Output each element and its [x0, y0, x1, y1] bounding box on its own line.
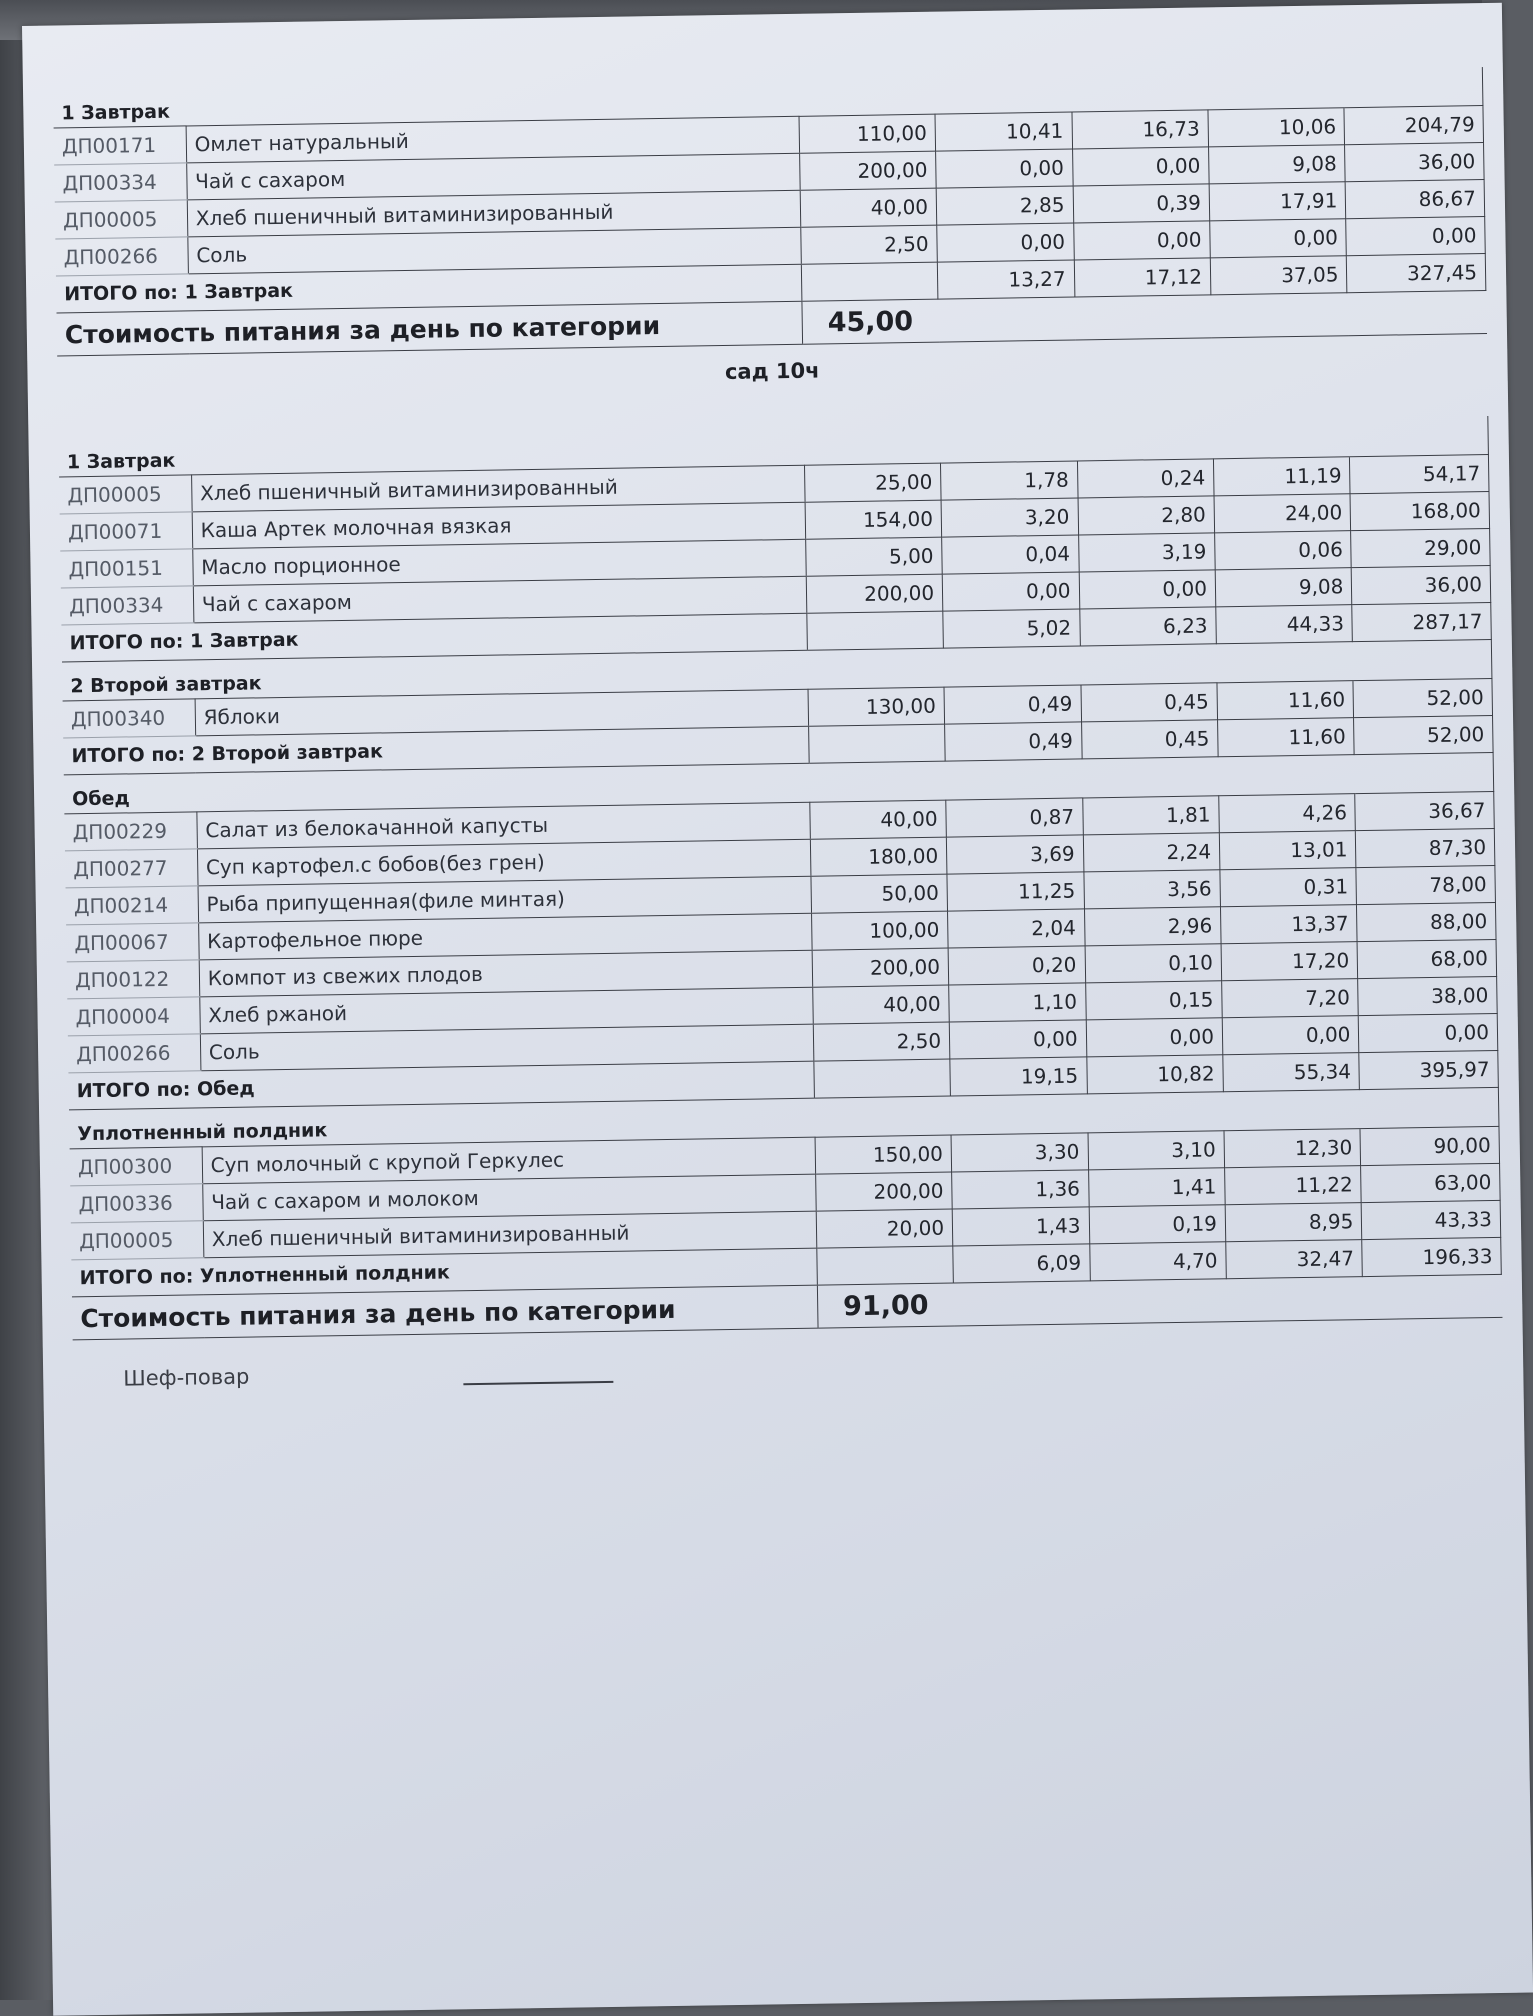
item-mass: 2,50	[813, 1022, 950, 1061]
daily-cost-value: 45,00	[802, 299, 939, 344]
total-prefix: ИТОГО по:	[64, 281, 185, 306]
meal-name: 2 Второй завтрак	[62, 642, 1353, 701]
item-protein: 3,30	[951, 1133, 1088, 1172]
item-protein: 3,20	[941, 498, 1078, 537]
total-protein: 6,09	[953, 1244, 1090, 1283]
item-name: Соль	[188, 227, 801, 274]
total-protein: 13,27	[937, 260, 1074, 299]
item-mass: 100,00	[811, 911, 948, 950]
item-mass: 154,00	[805, 500, 942, 539]
item-carbs: 0,00	[1222, 1016, 1359, 1055]
item-fat: 0,10	[1085, 944, 1222, 983]
item-name: Чай с сахаром и молоком	[202, 1174, 815, 1221]
item-protein: 10,41	[935, 112, 1072, 151]
item-carbs: 0,31	[1220, 868, 1357, 907]
signature-line	[463, 1381, 613, 1385]
item-mass: 2,50	[800, 225, 937, 264]
item-carbs: 7,20	[1222, 979, 1359, 1018]
item-carbs: 17,91	[1209, 182, 1346, 221]
item-name: Хлеб пшеничный витаминизированный	[191, 465, 804, 512]
category-title: сад 10ч	[724, 358, 820, 384]
item-mass: 50,00	[811, 874, 948, 913]
item-code: ДП00071	[60, 512, 193, 551]
meal-total-blank	[814, 1059, 951, 1098]
item-fat: 0,00	[1073, 221, 1210, 260]
item-fat: 0,15	[1085, 981, 1222, 1020]
total-protein: 5,02	[943, 609, 1080, 648]
item-name: Каша Артек молочная вязкая	[192, 502, 805, 549]
item-mass: 130,00	[808, 687, 945, 726]
item-code: ДП00340	[63, 699, 196, 738]
item-kcal: 63,00	[1361, 1163, 1500, 1202]
item-carbs: 13,37	[1220, 905, 1357, 944]
item-name: Масло порционное	[192, 539, 805, 586]
item-carbs: 24,00	[1214, 494, 1351, 533]
item-fat: 3,10	[1088, 1131, 1225, 1170]
item-mass: 110,00	[799, 114, 936, 153]
item-code: ДП00214	[66, 886, 199, 925]
item-kcal: 86,67	[1346, 180, 1485, 219]
item-name: Хлеб пшеничный витаминизированный	[203, 1211, 816, 1258]
item-mass: 200,00	[806, 574, 943, 613]
item-name: Яблоки	[195, 689, 808, 736]
item-fat: 2,80	[1078, 496, 1215, 535]
item-carbs: 11,19	[1213, 457, 1350, 496]
daily-cost-label: Стоимость питания за день по категории	[57, 301, 803, 356]
item-mass: 180,00	[810, 837, 947, 876]
item-carbs: 8,95	[1225, 1203, 1362, 1242]
total-prefix: ИТОГО по:	[76, 1078, 198, 1103]
item-mass: 40,00	[809, 800, 946, 839]
item-carbs: 9,08	[1215, 568, 1352, 607]
item-fat: 0,19	[1089, 1205, 1226, 1244]
total-kcal: 327,45	[1347, 254, 1486, 293]
item-kcal: 29,00	[1351, 529, 1490, 568]
total-protein: 19,15	[950, 1057, 1087, 1096]
item-code: ДП00005	[71, 1221, 204, 1260]
item-code: ДП00334	[54, 163, 187, 202]
item-kcal: 88,00	[1357, 902, 1496, 941]
item-name: Соль	[200, 1024, 813, 1071]
total-meal-name: 2 Второй завтрак	[191, 740, 384, 766]
menu-table-body	[53, 67, 1502, 1340]
item-code: ДП00005	[55, 200, 188, 239]
item-carbs: 17,20	[1221, 942, 1358, 981]
item-mass: 40,00	[800, 188, 937, 227]
meal-header-blank	[1360, 1087, 1499, 1128]
item-protein: 1,78	[941, 461, 1078, 500]
item-protein: 0,00	[949, 1020, 1086, 1059]
item-fat: 0,24	[1077, 459, 1214, 498]
item-code: ДП00334	[61, 586, 194, 625]
item-protein: 0,00	[936, 149, 1073, 188]
menu-table	[53, 67, 1502, 1340]
item-fat: 0,00	[1086, 1018, 1223, 1057]
item-protein: 0,49	[944, 685, 1081, 724]
daily-cost-value: 91,00	[817, 1283, 954, 1328]
item-kcal: 54,17	[1350, 455, 1489, 494]
item-name: Омлет натуральный	[186, 116, 799, 163]
item-fat: 2,96	[1084, 907, 1221, 946]
item-fat: 0,45	[1081, 683, 1218, 722]
total-fat: 6,23	[1079, 607, 1216, 646]
item-protein: 0,00	[942, 572, 1079, 611]
item-code: ДП00171	[54, 126, 187, 165]
item-protein: 11,25	[947, 872, 1084, 911]
item-carbs: 11,22	[1225, 1166, 1362, 1205]
item-kcal: 68,00	[1357, 939, 1496, 978]
meal-total-blank	[801, 262, 938, 301]
total-kcal: 52,00	[1354, 715, 1493, 754]
item-fat: 0,39	[1073, 184, 1210, 223]
item-protein: 0,87	[946, 798, 1083, 837]
item-fat: 0,00	[1072, 147, 1209, 186]
item-name: Хлеб пшеничный витаминизированный	[187, 190, 800, 237]
item-fat: 3,19	[1078, 533, 1215, 572]
item-mass: 5,00	[805, 537, 942, 576]
meal-header-blank	[1344, 67, 1483, 108]
item-mass: 20,00	[816, 1209, 953, 1248]
item-carbs: 0,06	[1215, 531, 1352, 570]
item-mass: 200,00	[812, 948, 949, 987]
item-carbs: 10,06	[1208, 108, 1345, 147]
item-protein: 1,36	[952, 1170, 1089, 1209]
item-code: ДП00336	[70, 1184, 203, 1223]
item-code: ДП00229	[64, 812, 197, 851]
total-kcal: 287,17	[1352, 603, 1491, 642]
item-kcal: 78,00	[1356, 865, 1495, 904]
item-fat: 1,81	[1082, 796, 1219, 835]
item-protein: 2,85	[936, 186, 1073, 225]
item-kcal: 0,00	[1346, 217, 1485, 256]
item-name: Компот из свежих плодов	[199, 950, 812, 997]
item-kcal: 38,00	[1358, 976, 1497, 1015]
item-kcal: 204,79	[1344, 106, 1483, 145]
total-carbs: 55,34	[1223, 1053, 1360, 1092]
total-carbs: 32,47	[1226, 1240, 1363, 1279]
item-mass: 25,00	[804, 463, 941, 502]
item-fat: 3,56	[1083, 870, 1220, 909]
item-code: ДП00277	[65, 849, 198, 888]
item-carbs: 11,60	[1217, 681, 1354, 720]
item-code: ДП00266	[68, 1034, 201, 1073]
item-mass: 200,00	[815, 1172, 952, 1211]
item-protein: 0,20	[948, 946, 1085, 985]
item-fat: 2,24	[1083, 833, 1220, 872]
total-protein: 0,49	[945, 722, 1082, 761]
total-kcal: 196,33	[1362, 1237, 1501, 1276]
item-code: ДП00122	[67, 960, 200, 999]
item-kcal: 36,67	[1355, 791, 1494, 830]
item-code: ДП00266	[55, 237, 188, 276]
item-fat: 0,00	[1079, 570, 1216, 609]
item-protein: 0,00	[937, 223, 1074, 262]
meal-name: 1 Завтрак	[53, 69, 1344, 128]
item-name: Хлеб ржаной	[200, 987, 813, 1034]
total-fat: 10,82	[1086, 1055, 1223, 1094]
total-fat: 17,12	[1074, 258, 1211, 297]
item-code: ДП00300	[70, 1147, 203, 1186]
item-carbs: 12,30	[1224, 1129, 1361, 1168]
meal-header-blank	[1349, 416, 1488, 457]
item-kcal: 0,00	[1359, 1013, 1498, 1052]
item-protein: 0,04	[942, 535, 1079, 574]
total-carbs: 37,05	[1210, 256, 1347, 295]
total-prefix: ИТОГО по:	[69, 630, 191, 655]
item-mass: 150,00	[815, 1135, 952, 1174]
total-kcal: 395,97	[1359, 1050, 1498, 1089]
item-mass: 200,00	[799, 151, 936, 190]
item-code: ДП00004	[67, 997, 200, 1036]
item-name: Салат из белокачанной капусты	[197, 802, 810, 849]
item-carbs: 0,00	[1210, 219, 1347, 258]
total-meal-name: 1 Завтрак	[184, 279, 294, 304]
item-protein: 2,04	[948, 909, 1085, 948]
meal-header-blank	[1353, 639, 1492, 680]
item-kcal: 168,00	[1350, 492, 1489, 531]
item-mass: 40,00	[812, 985, 949, 1024]
meal-name: Обед	[64, 755, 1355, 814]
item-kcal: 87,30	[1356, 828, 1495, 867]
item-carbs: 4,26	[1219, 794, 1356, 833]
item-name: Рыба припущенная(филе минтая)	[198, 876, 811, 923]
paper-sheet	[22, 3, 1533, 2016]
total-meal-name: 1 Завтрак	[189, 628, 299, 653]
item-name: Суп картофел.с бобов(без грен)	[197, 839, 810, 886]
meal-name: Уплотненный полдник	[69, 1090, 1360, 1149]
item-fat: 16,73	[1072, 110, 1209, 149]
daily-cost-blank	[953, 1274, 1502, 1326]
item-fat: 1,41	[1088, 1168, 1225, 1207]
total-fat: 4,70	[1089, 1242, 1226, 1281]
menu-content	[53, 67, 1502, 1340]
total-carbs: 11,60	[1218, 718, 1355, 757]
meal-total-blank	[806, 611, 943, 650]
item-carbs: 13,01	[1219, 831, 1356, 870]
item-kcal: 43,33	[1362, 1200, 1501, 1239]
signature-label: Шеф-повар	[123, 1364, 250, 1391]
daily-cost-label: Стоимость питания за день по категории	[72, 1285, 818, 1340]
total-prefix: ИТОГО по:	[79, 1265, 201, 1290]
item-protein: 3,69	[946, 835, 1083, 874]
item-kcal: 52,00	[1353, 678, 1492, 717]
item-code: ДП00151	[60, 549, 193, 588]
item-name: Суп молочный с крупой Геркулес	[202, 1137, 815, 1184]
item-carbs: 9,08	[1209, 145, 1346, 184]
meal-header-blank	[1355, 752, 1494, 793]
item-name: Чай с сахаром	[186, 153, 799, 200]
item-kcal: 36,00	[1352, 566, 1491, 605]
total-fat: 0,45	[1081, 720, 1218, 759]
meal-name: 1 Завтрак	[58, 418, 1349, 477]
item-protein: 1,43	[952, 1207, 1089, 1246]
item-name: Картофельное пюре	[198, 913, 811, 960]
total-carbs: 44,33	[1216, 605, 1353, 644]
item-kcal: 90,00	[1360, 1126, 1499, 1165]
item-name: Чай с сахаром	[193, 576, 806, 623]
meal-total-blank	[816, 1246, 953, 1285]
meal-total-blank	[808, 724, 945, 763]
total-meal-name: Уплотненный полдник	[199, 1261, 451, 1288]
item-protein: 1,10	[949, 983, 1086, 1022]
total-meal-name: Обед	[196, 1077, 255, 1101]
item-code: ДП00005	[59, 475, 192, 514]
item-kcal: 36,00	[1345, 143, 1484, 182]
item-code: ДП00067	[66, 923, 199, 962]
total-prefix: ИТОГО по:	[71, 743, 192, 768]
